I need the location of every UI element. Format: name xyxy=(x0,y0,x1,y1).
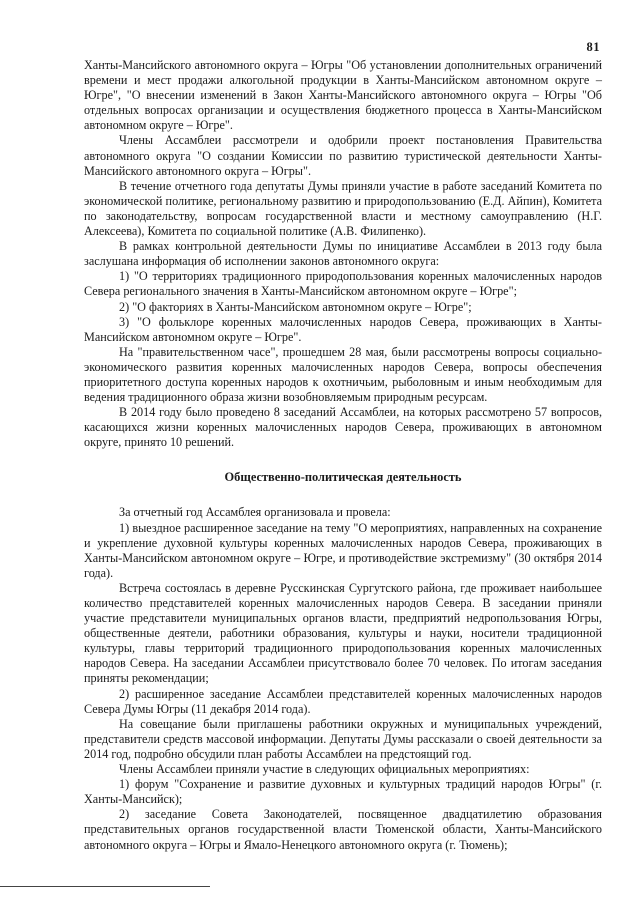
paragraph: Члены Ассамблеи рассмотрели и одобрили проект постановления Правительства автономного округа "О создании Комиссии по развитию туристической деятельности Ханты-Мансийского автономного округа – Югры". xyxy=(84,133,602,178)
paragraph: Члены Ассамблеи приняли участие в следующих официальных мероприятиях: xyxy=(119,762,530,777)
list-item: 3) "О фольклоре коренных малочисленных народов Севера, проживающих в Ханты-Мансийском автономном округе – Югре". xyxy=(84,314,602,344)
list-item: 1) "О территориях традиционного природопользования коренных малочисленных народов Севера регионального значения в Ханты-Мансийском автономном округе – Югре"; xyxy=(84,269,602,299)
paragraph: Ханты-Мансийского автономного округа – Югры "Об установлении дополнительных ограничений времени и мест продажи алкогольной продукции в Ханты-Мансийском автономном округе – Югре", "О внесении изменений в Закон Ханты-Мансийского автономного округа – Югры "Об отдельных вопросах организации и осуществления бюджетного процесса в Ханты-Мансийском автономном округе – Югре". xyxy=(84,58,602,133)
paragraph: На совещание были приглашены работники окружных и муниципальных учреждений, представители средств массовой информации. Депутаты Думы рассказали о своей деятельности за 2014 год, подробно обсудили план работы Ассамблеи на предстоящий год. xyxy=(84,716,602,761)
section-heading: Общественно-политическая деятельность xyxy=(224,470,462,485)
page-number: 81 xyxy=(586,40,600,54)
list-item: 1) выездное расширенное заседание на тему "О мероприятиях, направленных на сохранение и укрепление духовной культуры коренных малочисленных народов Севера, проживающих в Ханты-Мансийском автономном округе – Югре, и противодействие экстремизму" (30 октября 2014 года). xyxy=(84,520,602,580)
paragraph: За отчетный год Ассамблея организовала и провела: xyxy=(119,505,391,520)
paragraph: Встреча состоялась в деревне Русскинская Сургутского района, где проживает наибольшее количество представителей коренных малочисленных народов Севера. В заседании приняли участие представители муниципальных органов власти, предприятий недропользования Югры, общественные деятели, работники образования, культуры и науки, носители традиционной культуры, главы территорий традиционного природопользования коренных малочисленных народов Севера. На заседании Ассамблеи присутствовало более 70 человек. По итогам заседания приняты рекомендации; xyxy=(84,580,602,686)
paragraph: На "правительственном часе", прошедшем 28 мая, были рассмотрены вопросы социально-экономического развития коренных малочисленных народов Севера, вопросы обеспечения приоритетного доступа коренных народов к охотничьим, рыболовным и иным необходимым для ведения традиционного образа жизни возобновляемым природным ресурсам. xyxy=(84,344,602,405)
footer-divider xyxy=(0,886,210,887)
document-body xyxy=(84,58,602,853)
paragraph: В течение отчетного года депутаты Думы приняли участие в работе заседаний Комитета по экономической политике, региональному развитию и природопользованию (Е.Д. Айпин), Комитета по законодательству, вопросам государственной власти и местному самоуправлению (Н.Г. Алексеева), Комитета по социальной политике (А.В. Филипенко). xyxy=(84,178,602,239)
paragraph: В рамках контрольной деятельности Думы по инициативе Ассамблеи в 2013 году была заслушана информация об исполнении законов автономного округа: xyxy=(84,239,602,269)
paragraph: В 2014 году было проведено 8 заседаний Ассамблеи, на которых рассмотрено 57 вопросов, касающихся жизни коренных малочисленных народов Севера, проживающих в автономном округе, принято 10 решений. xyxy=(84,405,602,450)
list-item: 1) форум "Сохранение и развитие духовных и культурных традиций народов Югры" (г. Ханты-Мансийск); xyxy=(84,777,602,807)
list-item: 2) расширенное заседание Ассамблеи представителей коренных малочисленных народов Севера Думы Югры (11 декабря 2014 года). xyxy=(84,686,602,716)
list-item: 2) заседание Совета Законодателей, посвященное двадцатилетию образования представительных органов государственной власти Тюменской области, Ханты-Мансийского автономного округа – Югры и Ямало-Ненецкого автономного округа (г. Тюмень); xyxy=(84,807,602,852)
list-item: 2) "О факториях в Ханты-Мансийском автономном округе – Югре"; xyxy=(119,299,472,314)
